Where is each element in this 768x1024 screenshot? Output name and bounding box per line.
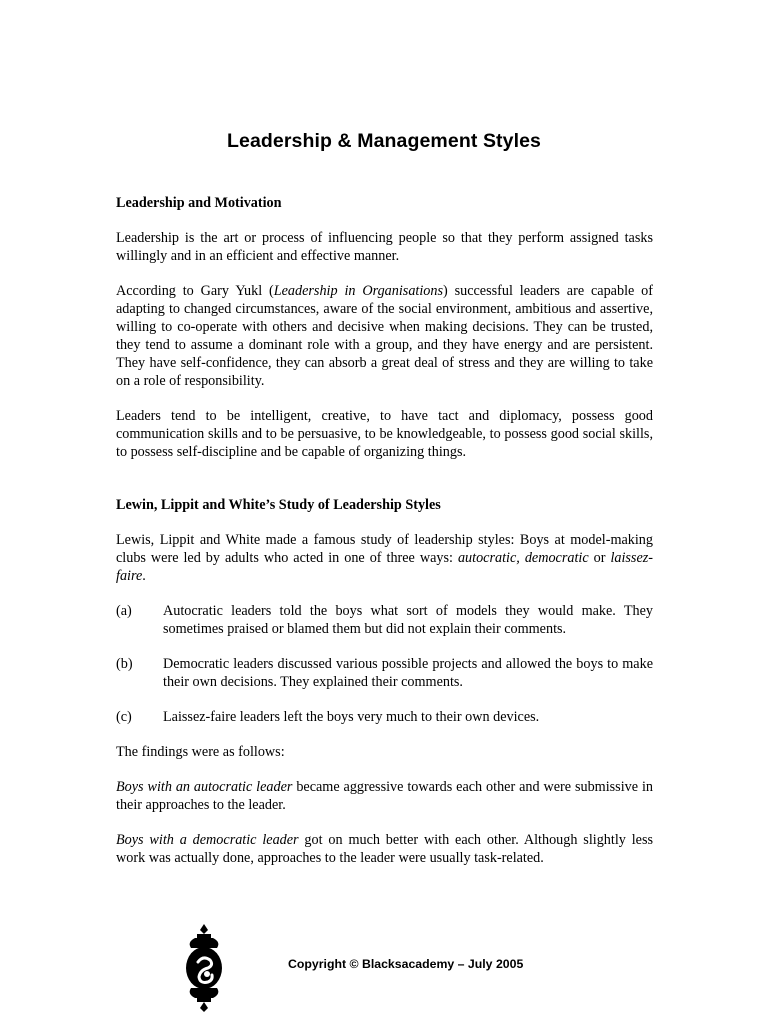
text-span: became aggressive towards each other and were submissive in their approaches to the leader. (116, 779, 653, 813)
text-span: or (588, 550, 611, 566)
finding-subject: Boys with an autocratic leader (116, 779, 293, 795)
list-item-label: (a) (116, 603, 132, 619)
style-laissez-faire: laissez-faire (116, 550, 653, 584)
copyright-notice: Copyright © Blacksacademy – July 2005 (288, 957, 524, 971)
page-title: Leadership & Management Styles (226, 130, 541, 152)
list-item-text: Autocratic leaders told the boys what sort of models they would make. They sometimes praised or blamed them but did not explain their comments. (163, 603, 653, 637)
finding-subject: Boys with a democratic leader (116, 832, 299, 848)
list-item (116, 655, 653, 691)
text-span: According to Gary Yukl ( (116, 283, 274, 299)
list-item (116, 602, 653, 638)
list-item-label: (b) (116, 656, 133, 672)
book-title: Leadership in Organisations (273, 283, 444, 299)
text-span: . (142, 568, 146, 584)
paragraph-leadership-definition: Leadership is the art or process of influencing people so that they perform assigned tasks willingly and in an efficient and effective manner. (116, 230, 653, 264)
list-item (116, 708, 653, 726)
text-span: Lewis, Lippit and White made a famous study of leadership styles: Boys at model-making clubs were led by adults who acted in one of three ways: (116, 532, 653, 566)
paragraph-leader-traits: Leaders tend to be intelligent, creative, to have tact and diplomacy, possess good communication skills and to be persuasive, to be knowledgeable, to possess good social skills, to possess self-discipline and be capable of organizing things. (116, 408, 653, 460)
list-item-text: Democratic leaders discussed various possible projects and allowed the boys to make their own decisions. They explained their comments. (163, 656, 653, 690)
paragraph-study-intro (116, 531, 653, 585)
blacksacademy-logo-icon (183, 922, 225, 1014)
paragraph-yukl (116, 282, 653, 390)
style-democratic: democratic (524, 550, 589, 566)
list-item-text: Laissez-faire leaders left the boys very much to their own devices. (163, 709, 540, 725)
text-span: ) successful leaders are capable of adapting to changed circumstances, aware of the social environment, ambitious and assertive, willing to co-operate with others and decisive when making decisions. They can be trusted, they tend to assume a dominant role with a group, and they have energy and are persistent. They have self-confidence, they can absorb a great deal of stress and they are willing to take on a role of responsibility. (116, 283, 653, 389)
section-heading-motivation: Leadership and Motivation (116, 195, 282, 211)
section-heading-study: Lewin, Lippit and White’s Study of Leadership Styles (116, 497, 441, 513)
style-autocratic: autocratic, (457, 550, 520, 566)
document-body (116, 194, 653, 884)
paragraph-finding-democratic (116, 831, 653, 867)
list-item-label: (c) (116, 709, 132, 725)
paragraph-finding-autocratic (116, 778, 653, 814)
paragraph-findings: The findings were as follows: (116, 744, 285, 760)
text-span: got on much better with each other. Although slightly less work was actually done, approaches to the leader were usually task-related. (116, 832, 653, 866)
